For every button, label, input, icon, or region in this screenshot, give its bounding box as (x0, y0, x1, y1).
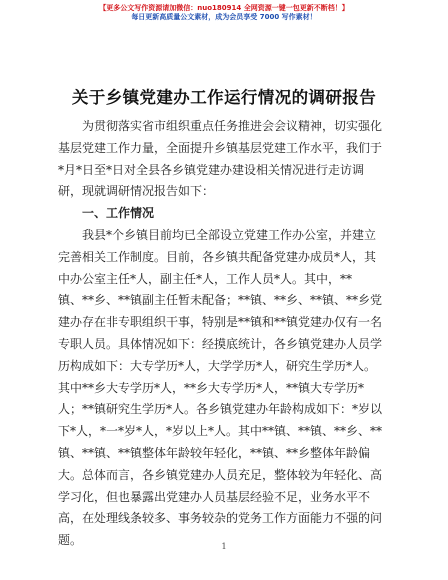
body-line: 研，现就调研情况报告如下： (58, 184, 215, 199)
body-line: 完善相关工作制度。目前，各乡镇共配备党建办成员*人，其 (58, 249, 377, 264)
body-line: 为贯彻落实省市组织重点任务推进会会议精神，切实强化 (82, 119, 383, 133)
report-body (58, 116, 390, 552)
promo-banner-line-1: 【更多公文写作资源请加微信：nuo180914 全网资源一键一包更新不断档！】 (99, 4, 349, 12)
body-line: 下*人，*一*岁*人，*岁以上*人。其中**镇、**镇、**乡、** (58, 424, 383, 439)
body-line: 历构成如下：大专学历*人，大学学历*人，研究生学历*人。 (58, 358, 377, 373)
body-line: 基层党建工作力量，全面提升乡镇基层党建工作水平，我们于 (58, 140, 383, 155)
body-line: 学习化，但也暴露出党建办人员基层经验不足，业务水平不 (58, 489, 371, 504)
body-line: 其中**乡大专学历*人，**乡大专学历*人，**镇大专学历* (58, 380, 365, 395)
report-title: 关于乡镇党建办工作运行情况的调研报告 (71, 88, 377, 107)
section-heading: 一、工作情况 (82, 206, 155, 221)
body-line: 大。总体而言，各乡镇党建办人员充足，整体较为年轻化、高 (58, 467, 383, 482)
body-line: 人；**镇研究生学历*人。各乡镇党建办年龄构成如下：*岁以 (58, 402, 383, 417)
body-line: 专职人员。具体情况如下：经摸底统计，各乡镇党建办人员学 (58, 336, 383, 351)
body-line: 镇、**乡、**镇副主任暂未配备；**镇、**乡、**镇、**乡党 (58, 293, 383, 308)
page-number: 1 (221, 542, 227, 551)
body-line: 建办存在非专职组织干事，特别是**镇和**镇党建办仅有一名 (58, 315, 383, 330)
body-line: *月*日至*日对全县各乡镇党建办建设相关情况进行走访调 (58, 162, 365, 177)
promo-banner-line-2: 每日更新高质量公文素材，成为会员享受 7000 写作素材！ (131, 13, 317, 21)
body-line: 题。 (58, 533, 83, 548)
body-line: 镇、**镇、**镇整体年龄较年轻化，**镇、**乡整体年龄偏 (58, 445, 371, 460)
body-line: 中办公室主任*人，副主任*人，工作人员*人。其中，** (58, 271, 353, 286)
body-line: 我县*个乡镇目前均已全部设立党建工作办公室，并建立 (82, 227, 377, 242)
promo-banner (0, 4, 448, 22)
body-line: 高，在处理线条较多、事务较杂的党务工作方面能力不强的问 (58, 511, 383, 526)
